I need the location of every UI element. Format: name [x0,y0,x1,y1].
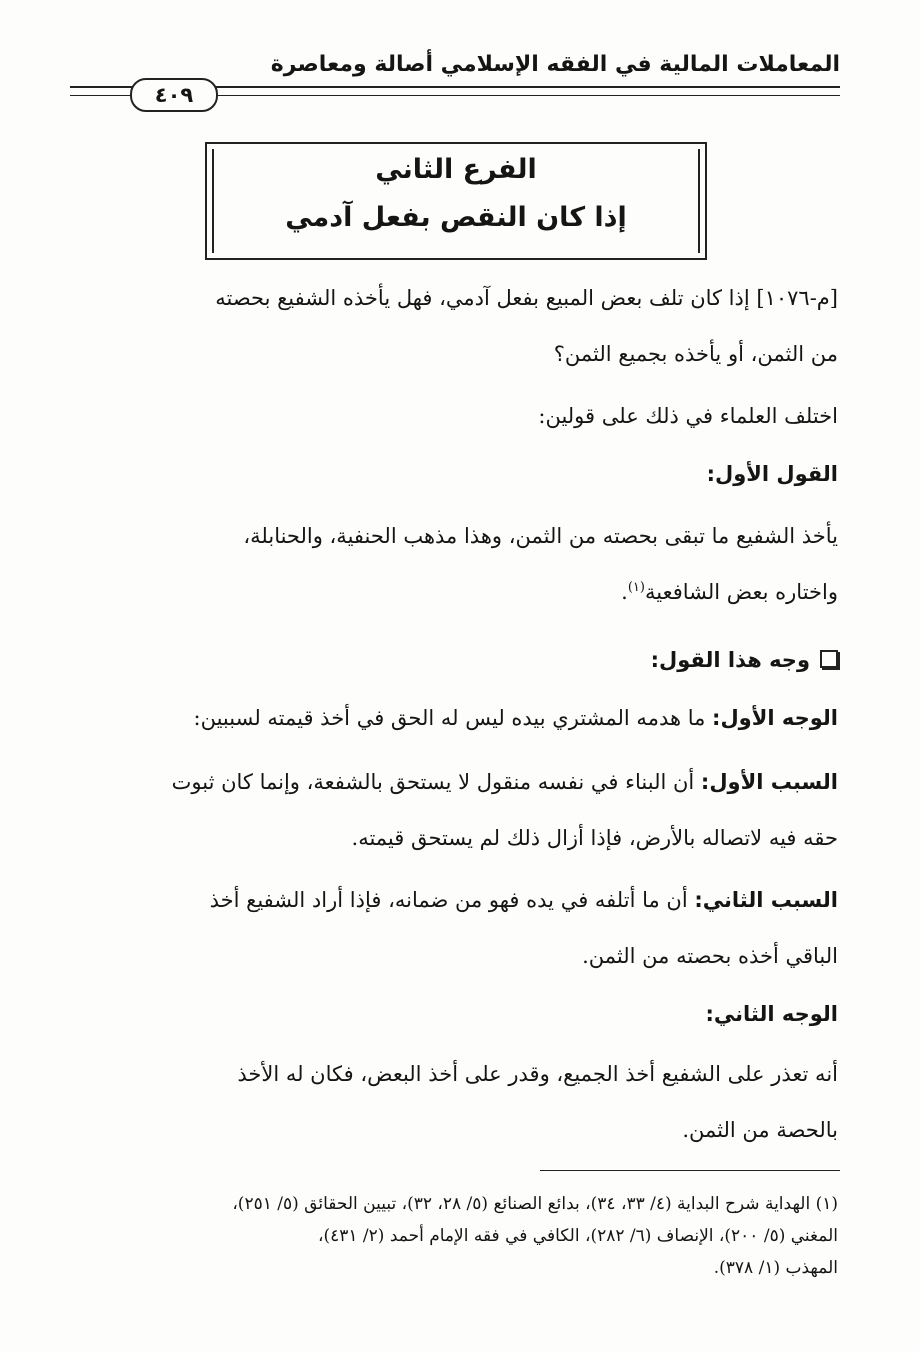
page-number: ٤٠٩ [130,78,218,112]
paragraph-text: . [621,580,628,604]
footnote-line: المغني (٥/ ٢٠٠)، الإنصاف (٦/ ٢٨٢)، الكافي في فقه الإمام أحمد (٢/ ٤٣١)، [317,1226,838,1246]
rationale-heading [651,632,838,688]
section-subtitle: إذا كان النقص بفعل آدمي [285,202,627,233]
paragraph-line [194,690,838,746]
running-title: المعاملات المالية في الفقه الإسلامي أصالة ومعاصرة [270,52,840,77]
paragraph-line: الباقي أخذه بحصته من الثمن. [582,944,838,968]
paragraph-line: أنه تعذر على الشفيع أخذ الجميع، وقدر على أخذ البعض، فكان له الأخذ [237,1062,838,1086]
rationale-heading-text: وجه هذا القول: [650,648,810,672]
inline-label: الوجه الأول: [712,706,838,730]
paragraph-text: ما هدمه المشتري بيده ليس له الحق في أخذ قيمته لسببين: [193,706,713,730]
section-title: الفرع الثاني [375,154,537,185]
inline-label: السبب الثاني: [694,888,838,912]
inline-label: السبب الأول: [700,770,838,794]
paragraph-line [210,872,838,928]
first-opinion-heading: القول الأول: [706,462,838,486]
paragraph-line: يأخذ الشفيع ما تبقى بحصته من الثمن، وهذا مذهب الحنفية، والحنابلة، [243,524,838,548]
paragraph-line: حقه فيه لاتصاله بالأرض، فإذا أزال ذلك لم يستحق قيمته. [351,826,838,850]
footnote-line: (١) الهداية شرح البداية (٤/ ٣٣، ٣٤)، بدائع الصنائع (٥/ ٢٨، ٣٢)، تبيين الحقائق (٥/ ٢٥١)، [232,1194,838,1214]
footnote [72,1188,838,1284]
paragraph-text: أن البناء في نفسه منقول لا يستحق بالشفعة، وإنما كان ثبوت [171,770,701,794]
checkbox-square-icon [820,650,838,668]
footnote-line: المهذب (١/ ٣٧٨). [713,1258,838,1278]
paragraph-line: [م-١٠٧٦] إذا كان تلف بعض المبيع بفعل آدمي، فهل يأخذه الشفيع بحصته [215,286,838,310]
paragraph-line [172,754,838,810]
second-rationale-heading: الوجه الثاني: [705,1002,838,1026]
paragraph-line: من الثمن، أو يأخذه بجميع الثمن؟ [553,342,838,366]
paragraph: اختلف العلماء في ذلك على قولين: [538,404,838,428]
paragraph-text: أن ما أتلفه في يده فهو من ضمانه، فإذا أراد الشفيع أخذ [209,888,695,912]
paragraph-line [621,564,838,620]
section-title-frame [205,142,707,260]
paragraph-line: بالحصة من الثمن. [682,1118,838,1142]
footnote-reference: (١) [627,580,645,595]
footnote-separator [540,1170,840,1171]
paragraph-text: واختاره بعض الشافعية [644,580,838,604]
